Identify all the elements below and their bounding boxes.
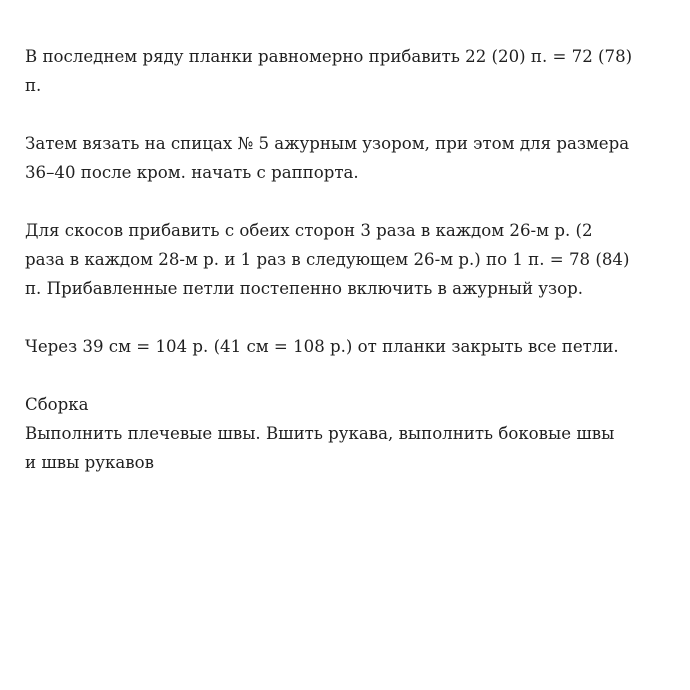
- paragraph-lace-pattern: [25, 129, 670, 187]
- document-body: [25, 42, 670, 477]
- text-line: и швы рукавов: [25, 453, 154, 472]
- text-line: Выполнить плечевые швы. Вшить рукава, выполнить боковые швы: [25, 424, 615, 443]
- text-line: п.: [25, 76, 42, 95]
- text-line: п. Прибавленные петли постепенно включить в ажурный узор.: [25, 279, 583, 298]
- paragraph-increase-plank: [25, 42, 670, 100]
- paragraph-assembly: [25, 390, 670, 477]
- paragraph-bevel-increases: [25, 216, 670, 303]
- text-line: В последнем ряду планки равномерно прибавить 22 (20) п. = 72 (78): [25, 47, 633, 66]
- text-line: Затем вязать на спицах № 5 ажурным узором, при этом для размера: [25, 134, 630, 153]
- text-line: 36–40 после кром. начать с раппорта.: [25, 163, 359, 182]
- section-heading-assembly: Сборка: [25, 395, 89, 414]
- text-line: Через 39 см = 104 р. (41 см = 108 р.) от планки закрыть все петли.: [25, 337, 619, 356]
- text-line: Для скосов прибавить с обеих сторон 3 раза в каждом 26-м р. (2: [25, 221, 593, 240]
- text-line: раза в каждом 28-м р. и 1 раз в следующем 26-м р.) по 1 п. = 78 (84): [25, 250, 630, 269]
- paragraph-bind-off: [25, 332, 670, 361]
